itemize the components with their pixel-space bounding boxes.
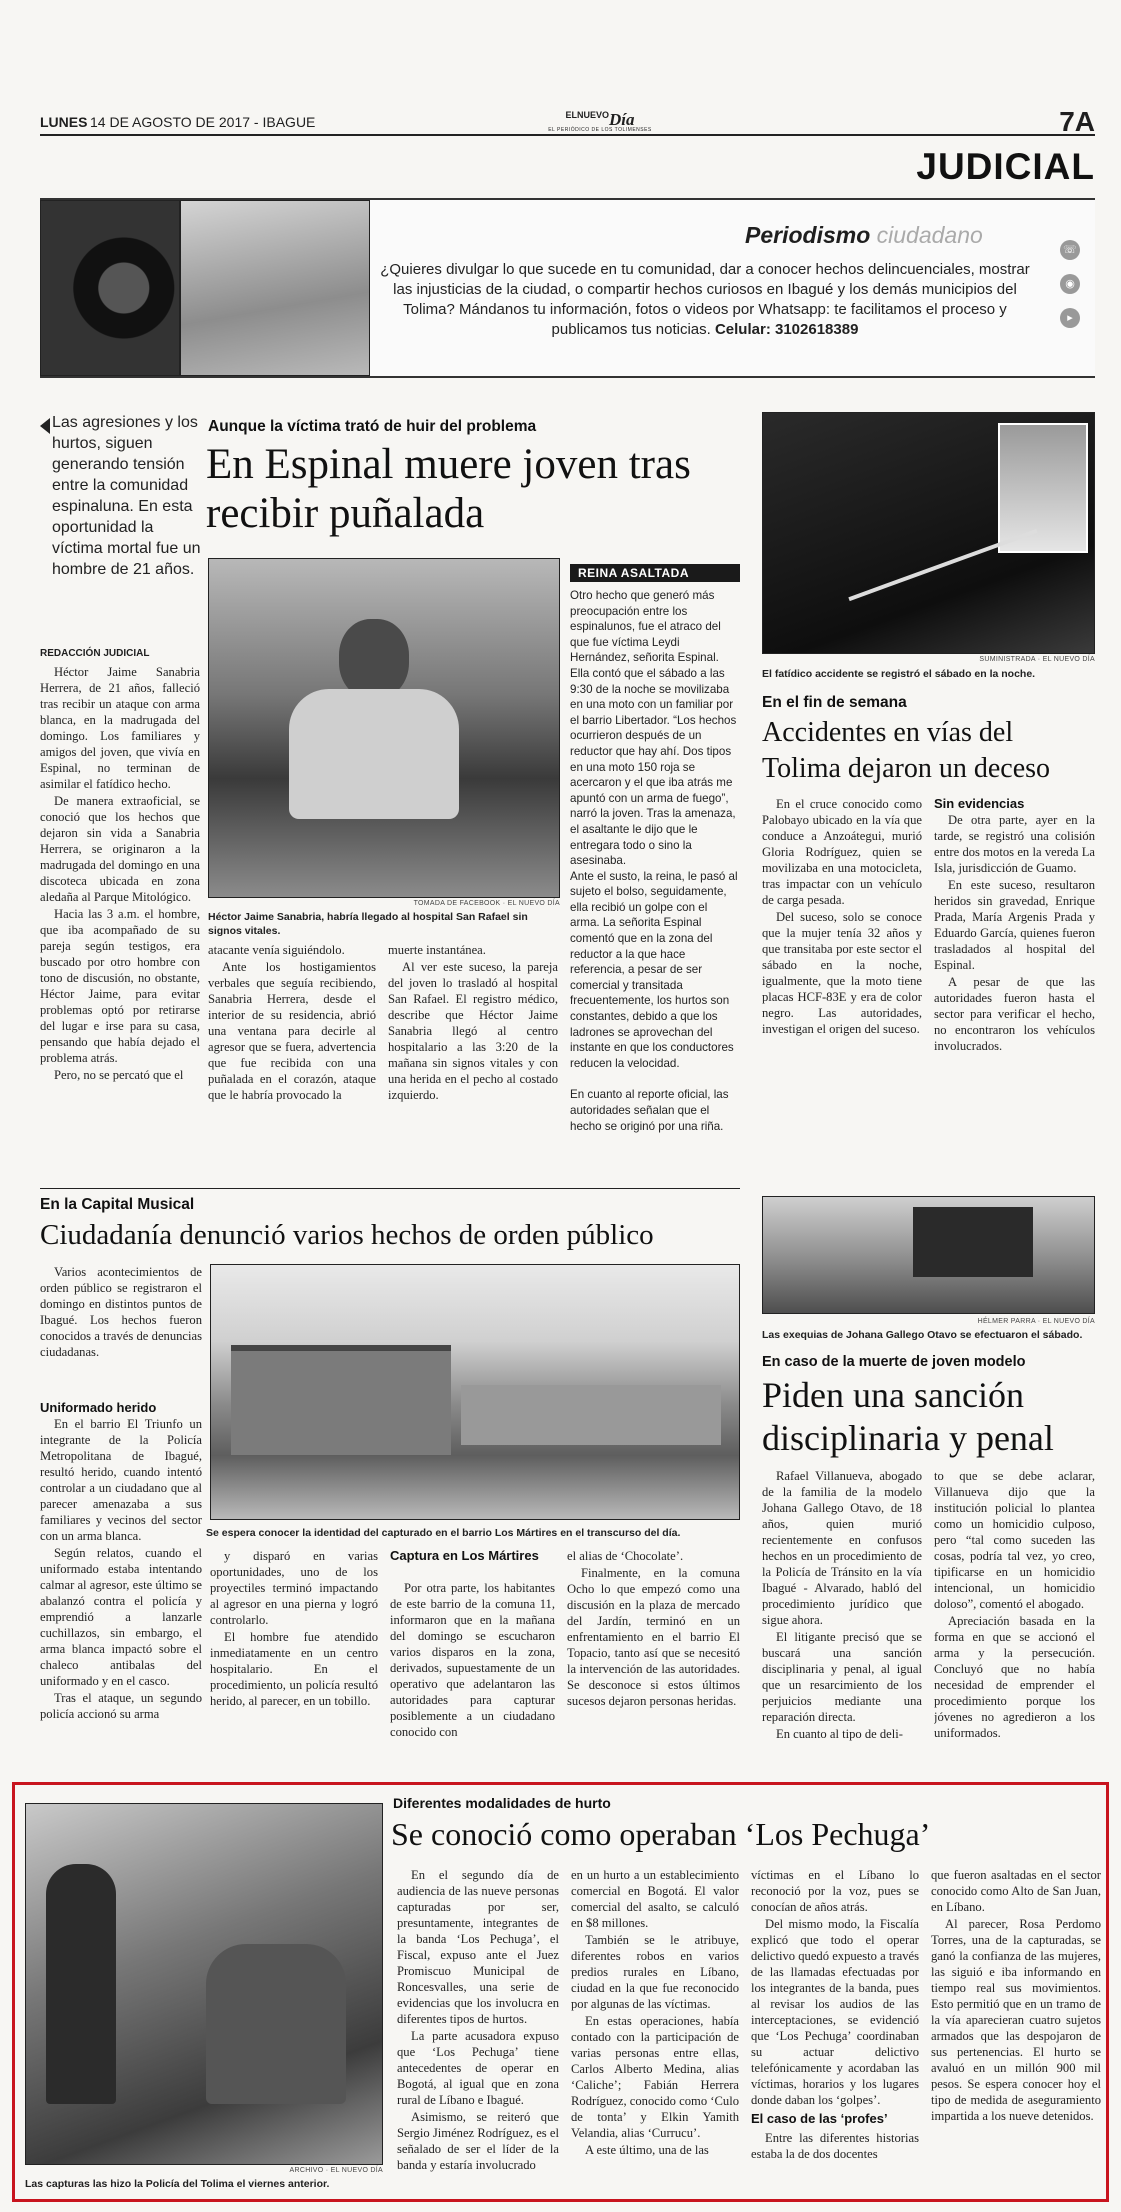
photo-credit: SUMINISTRADA · EL NUEVO DÍA bbox=[979, 656, 1095, 663]
funeral-photo bbox=[762, 1196, 1095, 1314]
header-day: LUNES bbox=[40, 114, 88, 130]
header-date: 14 DE AGOSTO DE 2017 - IBAGUE bbox=[90, 114, 316, 130]
captured-photo bbox=[25, 1803, 383, 2165]
section-title: JUDICIAL bbox=[916, 146, 1095, 187]
banner-photo-collage bbox=[180, 200, 370, 376]
whatsapp-icon[interactable]: ☏ bbox=[1060, 240, 1080, 260]
camera-icon[interactable]: ◉ bbox=[1060, 274, 1080, 294]
photo-caption: Héctor Jaime Sanabria, habría llegado al hospital San Rafael sin signos vitales. bbox=[208, 911, 528, 937]
newspaper-logo: $^{ELNUEVO}$Día EL PERIÓDICO DE LOS TOLIMENSES bbox=[548, 110, 652, 133]
headline: Accidentes en vías del Tolima dejaron un deceso bbox=[762, 717, 1051, 784]
page-number: 7A bbox=[1059, 106, 1095, 137]
article-espinal bbox=[40, 412, 740, 1190]
article-col-3: víctimas en el Líbano lo reconoció por la voz, pues se conocían de años atrás. Del mismo modo, la Fiscalía explicó que todo el operar delictivo quedó expuesto a través de las llamadas efectuadas por los integrantes de la banda, pues al revisar los audios de las interceptaciones, se evidenció que ‘Los Pechuga’ coordinaban su actuar delictivo telefónicamente y acordaban las víctimas, horarios y los lugares donde daban los ‘golpes’. El caso de las ‘profes’ Entre las diferentes historias estaba la de dos docentes bbox=[751, 1868, 919, 2161]
accident-photo bbox=[762, 412, 1095, 654]
photo-caption: El fatídico accidente se registró el sábado en la noche. bbox=[762, 668, 1036, 680]
divider bbox=[40, 1188, 740, 1189]
photo-credit: TOMADA DE FACEBOOK · EL NUEVO DÍA bbox=[413, 900, 560, 907]
article-col-2: De otra parte, ayer en la tarde, se registró una colisión entre dos motos en la vereda La Isla, jurisdicción de Guamo. En este suceso, resultaron heridos sin gravedad, Enrique Prada, María Argenis Prada y Eduardo García, quienes fueron trasladados al hospital del Espinal. A pesar de que las autoridades fueron hasta el sector para verificar el hecho, no encontraron los vehículos involucrados. bbox=[934, 813, 1095, 1053]
headline: Se conoció como operaban ‘Los Pechuga’ bbox=[391, 1816, 931, 1852]
byline: REDACCIÓN JUDICIAL bbox=[40, 648, 150, 659]
page-header bbox=[40, 108, 1095, 136]
sidebar-reina: REINA ASALTADA Otro hecho que generó más preocupación entre los espinalunos, fue el atraco del que fue víctima Leydi Hernández, señorita Espinal. Ella contó que el sábado a las 9:30 de la noche se movilizaba en una moto con un familiar por el barrio Libertador. “Los hechos ocurrieron después de un reductor que hay ahí. Dos tipos en una moto 150 roja se acercaron y el que iba atrás me apuntó con un arma de fuego”, narró la joven. Tras la amenaza, el asaltante le dijo que le entregara todo o sino la asesinaba. Ante el susto, la reina, le pasó al sujeto el bolso, seguidamente, ella recibió un golpe con el arma. La señorita Espinal comentó que en la zona del reductor a la que hace referencia, a pesar de ser comercial y transitada frecuentemente, los hurtos son constantes, debido a que los ladrones se aprovechan del instante en que los conductores reducen la velocidad. En cuanto al reporte oficial, las autoridades señalan que el hecho se originó por una riña. bbox=[570, 564, 740, 1194]
kicker: En la Capital Musical bbox=[40, 1196, 195, 1213]
headline: Piden una sanción disciplinaria y penal bbox=[762, 1375, 1054, 1458]
barrio-photo bbox=[210, 1264, 740, 1520]
article-col-1: Rafael Villanueva, abogado de la familia de la modelo Johana Gallego Otavo, de 18 años, quien murió recientemente en confusos hechos en un procedimiento de la Policía de Tránsito en la vía Ibagué - Alvarado, habló del procedimiento jurídico que sigue ahora. El litigante precisó que se buscará una sanción disciplinaria y penal, al igual que un resarcimiento de los perjuicios mediante una reparación directa. En cuanto al tipo de deli- bbox=[762, 1469, 922, 1741]
article-accidentes bbox=[762, 412, 1095, 1190]
victim-photo bbox=[208, 558, 560, 898]
subhead: Uniformado herido bbox=[40, 1400, 157, 1415]
sidebar-title: REINA ASALTADA bbox=[570, 564, 740, 582]
article-intro: Las agresiones y los hurtos, siguen generando tensión entre la comunidad espinaluna. En esta oportunidad la víctima mortal fue un hombre de 21 años. bbox=[52, 414, 201, 578]
subhead: Captura en Los Mártires bbox=[390, 1548, 539, 1563]
article-col-1: Héctor Jaime Sanabria Herrera, de 21 años, falleció tras recibir un ataque con arma blanca, en la madrugada del domingo. Los familiares y amigos del joven, que vivía en Espinal, no terminan de asimilar el fatídico hecho. De manera extraoficial, se conoció que los hechos que dejaron sin vida a Sanabria Herrera, se originaron a la madrugada del domingo en una discoteca ubicada en zona aledaña al Parque Mitológico. Hacia las 3 a.m. el hombre, que iba acompañado de su pareja según testigos, era buscado por otro hombre con tono de discusión, no obstante, Héctor Jaime, para evitar problemas optó por retirarse del lugar e irse para su casa, pensando que había dejado el problema atrás. Pero, no se percató que el bbox=[40, 665, 200, 1082]
article-col-1: En el barrio El Triunfo un integrante de la Policía Metropolitana de Ibagué, resultó herido, cuando intentó controlar a un ciudadano que al parecer amenazaba a sus familiares y vecinos del sector con un arma blanca. Según relatos, cuando el uniformado estaba intentando calmar al agresor, este último se abalanzó contra el policía y emprendió a lanzarle cuchillazos, sin embargo, el arma blanca impactó sobre el chaleco antibalas del uniformado y en el casco. Tras el ataque, un segundo policía accionó su arma bbox=[40, 1417, 202, 1721]
article-col-4: que fueron asaltadas en el sector conocido como Alto de San Juan, en Líbano. Al parecer, Rosa Perdomo Torres, una de la capturadas, se ganó la confianza de las mujeres, las siguió e iba informando en tiempo real sus movimientos. Esto permitió que en un tramo de la vía aparecieran cuatro sujetos armados que las despojaron de sus pertenencias. El hurto se avaluó en un millón 900 mil pesos. Se espera conocer hoy el tipo de medida de aseguramiento impartida a los nueve detenidos. bbox=[931, 1868, 1101, 2123]
subhead: El caso de las ‘profes’ bbox=[751, 2111, 888, 2126]
article-col-1: En el segundo día de audiencia de las nueve personas capturadas por ser, presuntamente, integrantes de la banda ‘Los Pechuga’, el Fiscal, expuso ante el Juez Promiscuo Municipal de Roncesvalles, una serie de evidencias que los involucra en diferentes tipos de hurtos. La parte acusadora expuso que ‘Los Pechuga’ tiene antecedentes de operar en Bogotá, al igual que en zona rural de Líbano e Ibagué. Asimismo, se reiteró que Sergio Jiménez Rodríguez, es el señalado de ser el líder de la banda y estaría involucrado bbox=[397, 1868, 559, 2172]
banner-title: Periodismo ciudadano bbox=[745, 222, 983, 248]
subhead: Sin evidencias bbox=[934, 796, 1025, 811]
article-col-1: En el cruce conocido como Palobayo ubicado en la vía que conduce a Anzoátegui, murió Gloria Rodríguez, quien se movilizaba en una motocicleta, tras impactar con un vehículo de carga pesada. Del suceso, solo se conoce que la mujer tenía 32 años y que transitaba por este sector el sábado en la noche, igualmente, que la moto tiene placas HCF-83E y era de color negro. Las autoridades, investigan el origen del suceso. bbox=[762, 797, 922, 1036]
article-col-4: el alias de ‘Chocolate’. Finalmente, en la comuna Ocho lo que empezó como una discusión en la plaza de mercado del Jardín, terminó en un enfrentamiento en el barrio El Topacio, tanto así que se necesitó la intervención de las autoridades. Se desconoce si estos últimos sucesos dejaron personas heridas. bbox=[567, 1549, 740, 1708]
article-intro: Varios acontecimientos de orden público se registraron el domingo en distintos puntos de Ibagué. Los hechos fueron conocidos a través de denuncias ciudadanas. bbox=[40, 1265, 202, 1359]
arrow-icon bbox=[40, 418, 50, 434]
article-col-2: atacante venía siguiéndolo. Ante los hostigamientos verbales que seguía recibiendo, Sanabria Herrera, desde el interior de su residencia, abrió una ventana para decirle al agresor que se fuera, advertencia que fue recibida con una puñalada en el corazón, ataque que le habría provocado la bbox=[208, 943, 376, 1102]
article-col-2: en un hurto a un establecimiento comercial en Bogotá. El valor comercial del asalto, se calculó en $8 millones. También se le atribuye, diferentes robos en varios predios rurales en Líbano, ciudad en la que fue reconocido por algunas de las víctimas. En estas operaciones, había contado con la participación de varias personas entre ellas, Carlos Alberto Medina, alias ‘Caliche’; Fabián Herrera Rodríguez, conocido como ‘Culo de tonta’ y Elkin Yamith Velandia, alias ‘Currucu’. A este último, una de las bbox=[571, 1868, 739, 2157]
video-icon[interactable]: ▸ bbox=[1060, 308, 1080, 328]
article-col-3: muerte instantánea. Al ver este suceso, la pareja del joven lo trasladó al hospital San Rafael. El registro médico, describe que Héctor Jaime Sanabria llegó al centro hospitalario a las 3:20 de la mañana sin signos vitales y con una herida en el pecho al costado izquierdo. bbox=[388, 943, 558, 1102]
article-pechuga bbox=[12, 1782, 1109, 2202]
article-col-2: to que se debe aclarar, Villanueva dijo que la institución policial lo plantea como un homicidio culposo, pero “tal como suceden las cosas, podría tal vez, yo creo, tipificarse en un homicidio intencional, un homicidio doloso”, comentó el abogado. Apreciación basada en la forma en que se accionó el arma y la persecución. Concluyó que no había necesidad de emprender el procedimiento porque los jóvenes no agredieron a los uniformados. bbox=[934, 1469, 1095, 1740]
article-col-2: y disparó en varias oportunidades, uno de los proyectiles terminó impactando al agresor en una pierna y logró controlarlo. El hombre fue atendido inmediatamente en un centro hospitalario. En el procedimiento, un policía resultó herido, al parecer, en un tobillo. bbox=[210, 1549, 378, 1708]
photo-credit: ARCHIVO · EL NUEVO DÍA bbox=[289, 2167, 383, 2174]
kicker: Aunque la víctima trató de huir del problema bbox=[208, 418, 537, 435]
photo-caption: Las capturas las hizo la Policía del Tolima el viernes anterior. bbox=[25, 2178, 330, 2190]
headline: En Espinal muere joven tras recibir puñalada bbox=[206, 441, 691, 537]
kicker: Diferentes modalidades de hurto bbox=[393, 1795, 611, 1811]
kicker: En el fin de semana bbox=[762, 694, 907, 711]
banner-text: ¿Quieres divulgar lo que sucede en tu comunidad, dar a conocer hechos delincuenciales, mostrar las injusticias de la ciudad, o compartir hechos curiosos en Ibagué y los demás municipios del Tolima? Mándanos tu información, fotos o videos por Whatsapp: te facilitamos el proceso y publicamos tus noticias. Celular: 3102618389 bbox=[380, 261, 1030, 338]
kicker: En caso de la muerte de joven modelo bbox=[762, 1354, 1026, 1370]
banner-photo-camera bbox=[40, 200, 180, 376]
photo-caption: Las exequias de Johana Gallego Otavo se efectuaron el sábado. bbox=[762, 1329, 1083, 1341]
article-capital-musical bbox=[40, 1196, 740, 1774]
headline: Ciudadanía denunció varios hechos de orden público bbox=[40, 1219, 654, 1251]
photo-caption: Se espera conocer la identidad del capturado en el barrio Los Mártires en el transcurso del día. bbox=[206, 1527, 681, 1539]
article-modelo bbox=[762, 1196, 1095, 1774]
article-col-3: Por otra parte, los habitantes de este barrio de la comuna 11, informaron que en la mañana del domingo se escucharon varios disparos en la zona, derivados, supuestamente de un operativo que adelantaron las autoridades para capturar posiblemente a un ciudadano conocido con bbox=[390, 1581, 555, 1739]
citizen-journalism-banner bbox=[40, 198, 1095, 378]
photo-credit: HÉLMER PARRA · EL NUEVO DÍA bbox=[977, 1318, 1095, 1325]
